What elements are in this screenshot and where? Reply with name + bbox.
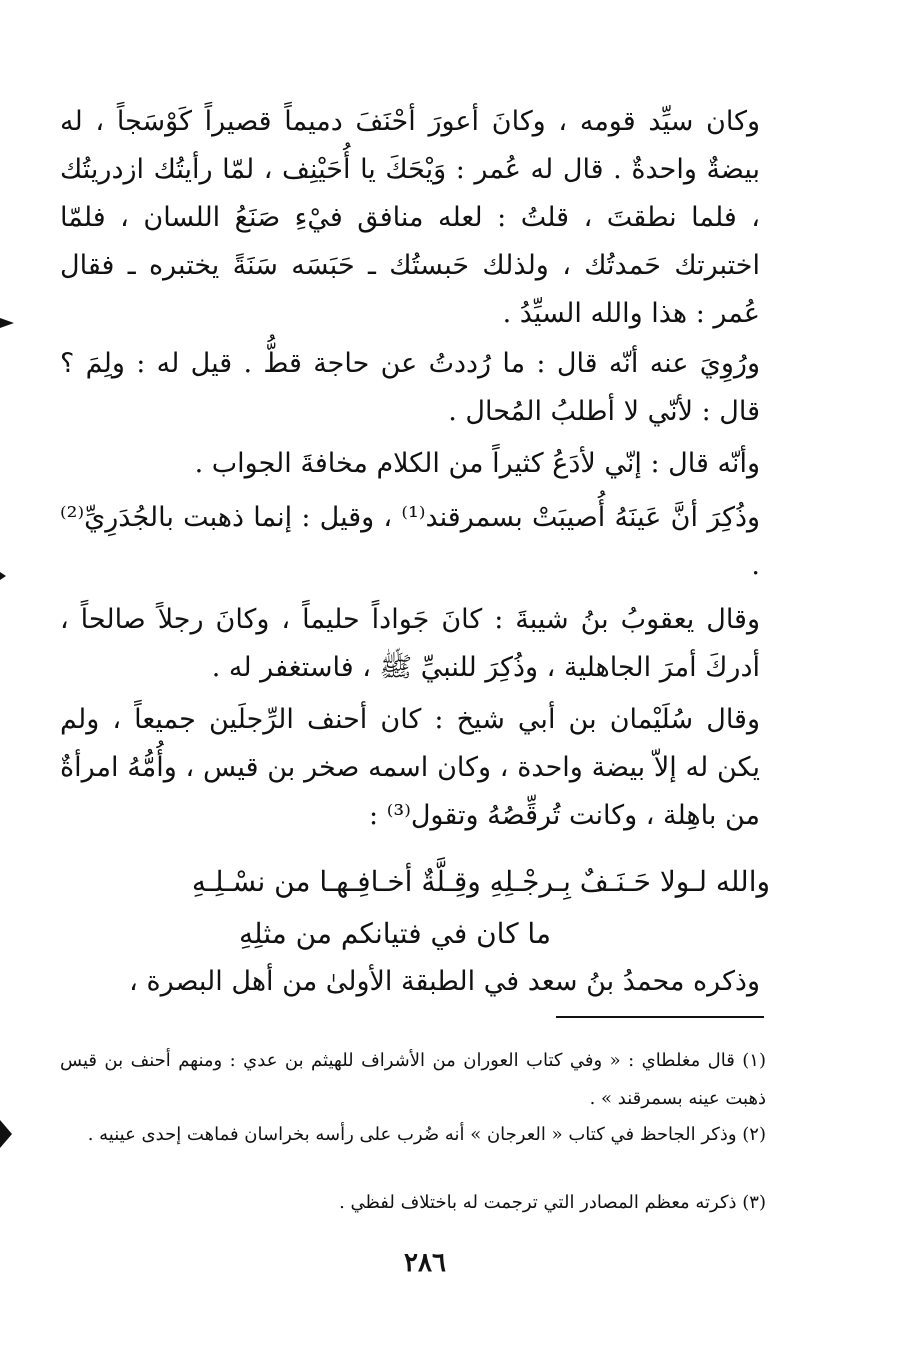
paragraph-6: وقال سُلَيْمان بن أبي شيخ : كان أحنف الرِّجلَين جميعاً ، ولم يكن له إلاّ بيضة واحدة ، وكان اسمه صخر بن قيس ، وأُمُّهُ امرأةٌ من باهِلة ، وكانت تُرقِّصُهُ وتقول⁽³⁾ : (60, 704, 760, 831)
main-text-7 (60, 958, 760, 1006)
paragraph-2: ورُوِيَ عنه أنّه قال : ما رُددتُ عن حاجة قطُّ . قيل له : ولِمَ ؟ قال : لأنّي لا أطلبُ المُحال . (60, 348, 760, 427)
main-text-5 (60, 596, 760, 692)
main-text-2 (60, 340, 760, 436)
poem-line-2: ما كان في فتيانكم من مثلِهِ (239, 917, 551, 950)
closing-paragraph: وذكره محمدُ بنُ سعد في الطبقة الأولىٰ من أهل البصرة ، (129, 966, 760, 997)
scan-edge-mark (0, 1120, 12, 1148)
poem (60, 856, 770, 960)
page-number: ٢٨٦ (404, 1248, 446, 1278)
main-text-4 (60, 494, 760, 590)
main-text-6 (60, 696, 760, 840)
main-text-3 (60, 440, 760, 488)
poem-line-1: والله لـولا حَـنَـفٌ بِـرجْـلِهِ وقِـلَّةٌ أخـافِـهـا من نسْـلِـهِ (191, 865, 770, 898)
main-text (60, 98, 760, 338)
paragraph-3: وأنّه قال : إنّي لأدَعُ كثيراً من الكلام مخافةَ الجواب . (194, 448, 760, 479)
footnote-1: (١) قال مغلطاي : « وفي كتاب العوران من الأشراف للهيثم بن عدي : ومنهم أحنف بن قيس ذهبت عينه بسمرقند » . (60, 1050, 766, 1109)
paragraph-4: وذُكِرَ أنَّ عَينَهُ أُصيبَتْ بسمرقند⁽¹⁾ ، وقيل : إنما ذهبت بالجُدَرِيِّ⁽²⁾ . (60, 502, 761, 581)
footnote-separator (556, 1016, 764, 1018)
scan-edge-mark (0, 318, 14, 328)
footnote-2: (٢) وذكر الجاحظ في كتاب « العرجان » أنه ضُرب على رأسه بخراسان فماهت إحدى عينيه . (87, 1124, 766, 1145)
paragraph-5: وقال يعقوبُ بنُ شيبةَ : كانَ جَواداً حليماً ، وكانَ رجلاً صالحاً ، أدركَ أمرَ الجاهلية ، وذُكِرَ للنبيِّ ﷺ ، فاستغفر له . (60, 604, 760, 683)
paragraph-1: وكان سيِّد قومه ، وكانَ أعورَ أحْنَفَ دميماً قصيراً كَوْسَجاً ، له بيضةٌ واحدةٌ . قال له عُمر : وَيْحَكَ يا أُحَيْنِف ، لمّا رأيتُك ازدريتُك ، فلما نطقتَ ، قلتُ : لعله منافق فيْءِ صَنَعُ اللسان ، فلمّا اختبرتك حَمدتُك ، ولذلك حَبستُك ـ حَبَسَه سَنَةً يختبره ـ فقال عُمر : هذا والله السيِّدُ . (60, 106, 760, 329)
footnote-3: (٣) ذكرته معظم المصادر التي ترجمت له باختلاف لفظي . (339, 1192, 766, 1213)
scan-edge-mark (0, 572, 6, 580)
